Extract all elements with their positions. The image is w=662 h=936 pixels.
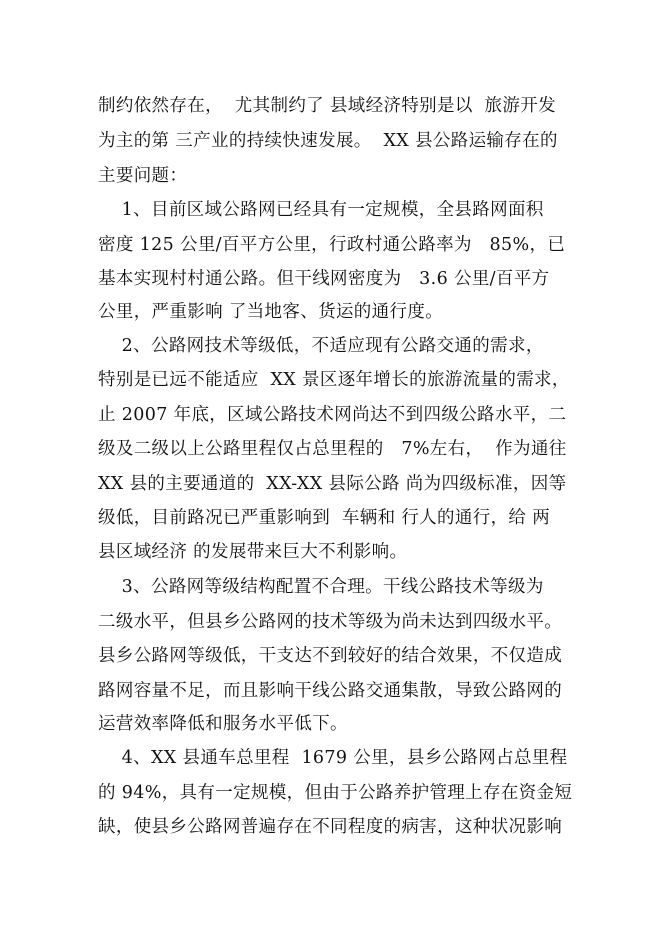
text-line: 级低，目前路况已严重影响到 车辆和 行人的通行，给 两 [98, 508, 551, 528]
text-line: XX 县的主要通道的 XX-XX 县际公路 尚为四级标准，因等 [98, 474, 567, 494]
text-line: 运营效率降低和服务水平低下。 [98, 714, 348, 734]
text-line: 制约依然存在， 尤其制约了 县域经济特别是以 旅游开发 [98, 96, 556, 116]
text-line: 4、XX 县通车总里程 1679 公里，县乡公路网占总里程 [98, 748, 568, 768]
text-line: 缺，使县乡公路网普遍存在不同程度的病害，这种状况影响 [98, 817, 563, 837]
text-line: 2、公路网技术等级低，不适应现有公路交通的需求， [98, 336, 544, 356]
text-line: 主要问题： [98, 166, 188, 186]
text-line: 基本实现村村通公路。但干线网密度为 3.6 公里/百平方 [98, 269, 550, 289]
text-line: 密度 125 公里/百平方公里，行政村通公路率为 85%，已 [98, 235, 566, 255]
text-line: 县乡公路网等级低，干支达不到较好的结合效果，不仅造成 [98, 646, 563, 666]
text-line: 为主的第 三产业的持续快速发展。 XX 县公路运输存在的 [98, 131, 558, 151]
text-line: 公里，严重影响 了当地客、货运的通行度。 [98, 302, 444, 322]
text-line: 的 94%，具有一定规模，但由于公路养护管理上存在资金短 [98, 783, 573, 803]
text-line: 特别是已远不能适应 XX 景区逐年增长的旅游流量的需求， [98, 370, 570, 390]
text-line: 止 2007 年底，区域公路技术网尚达不到四级公路水平，二 [98, 405, 567, 425]
text-line: 3、公路网等级结构配置不合理。干线公路技术等级为 [98, 577, 544, 597]
text-line: 1、目前区域公路网已经具有一定规模，全县路网面积 [98, 200, 544, 220]
text-line: 路网容量不足，而且影响干线公路交通集散，导致公路网的 [98, 681, 563, 701]
text-line: 二级水平，但县乡公路网的技术等级为尚未达到四级水平。 [98, 612, 563, 632]
text-line: 级及二级以上公路里程仅占总里程的 7%左右， 作为通往 [98, 439, 567, 459]
text-line: 县区域经济 的发展带来巨大不利影响。 [98, 542, 408, 562]
